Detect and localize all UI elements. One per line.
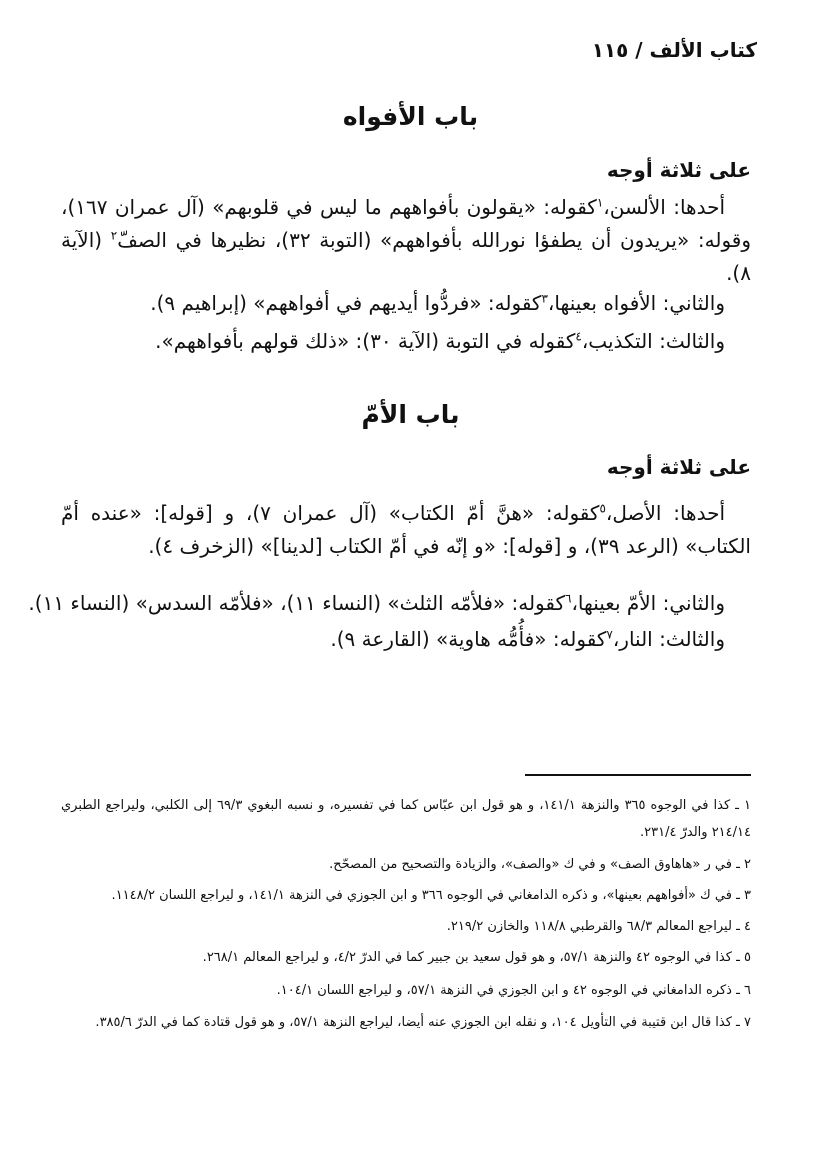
footnote: ٦ ـ ذكره الدامغاني في الوجوه ٤٢ و ابن الجوزي في النزهة ٥٧/١، و ليراجع اللسان ١٠٤/١. [276,983,751,998]
section-intro: على ثلاثة أوجه [606,158,751,182]
footnote-ref: ٧ [606,627,613,642]
footnote-separator [525,774,751,776]
footnote: ٤ ـ ليراجع المعالم ٦٨/٣ والقرطبي ١١٨/٨ والخازن ٢١٩/٢. [446,919,751,934]
running-head: كتاب الألف / ١١٥ [591,38,757,62]
footnote: ٢ ـ في ر «هاهاوق الصف» و في ك «والصف»، والزيادة والتصحيح من المصحّح. [329,857,751,872]
paragraph-item: أحدها: الأصل،$^٥$كقوله: «هنَّ أمّ الكتاب» (آل عمران ٧)، و [قوله]: «عنده أمّ الكتاب» (الرعد ٣٩)، و [قوله]: «و إنّه في أمّ الكتاب [لدينا]» (الزخرف ٤). [61,501,751,558]
paragraph-item: والثاني: الأفواه بعينها،$^٣$كقوله: «فردُّوا أيديهم في أفواههم» (إبراهيم ٩). [150,291,725,315]
paragraph-item: والثالث: التكذيب،$^٤$كقوله في التوبة (الآية ٣٠): «ذلك قولهم بأفواههم». [155,329,725,353]
paragraph-item: والثالث: النار،$^٧$كقوله: «فأُمُّه هاوية» (القارعة ٩). [330,627,725,651]
chapter-title: باب الأمّ [361,400,460,429]
footnote: ٣ ـ في ك «أفواههم بعينها»، و ذكره الدامغاني في الوجوه ٣٦٦ و ابن الجوزي في النزهة ١٤١/١، و ليراجع اللسان ١١٤٨/٢. [111,888,751,903]
footnote-ref: ٣ [541,291,548,306]
footnote-ref: ٥ [599,501,606,516]
footnote-ref: ٤ [575,329,582,344]
footnote: ٧ ـ كذا قال ابن قتيبة في التأويل ١٠٤، و نقله ابن الجوزي عنه أيضا، ليراجع النزهة ٥٧/١، و هو قول قتادة كما في الدرّ ٣٨٥/٦. [95,1015,751,1030]
paragraph-item: والثاني: الأمّ بعينها،$^٦$كقوله: «فلأمّه الثلث» (النساء ١١)، «فلأمّه السدس» (النساء ١١). [28,591,725,615]
footnote: ٥ ـ كذا في الوجوه ٤٢ والنزهة ٥٧/١، و هو قول سعيد بن جبير كما في الدرّ ٤/٢، و ليراجع المعالم ٢٦٨/١. [202,950,751,965]
footnote-ref: ٦ [565,591,572,606]
chapter-title: باب الأفواه [342,102,479,131]
footnote: ١ ـ كذا في الوجوه ٣٦٥ والنزهة ١٤١/١، و هو قول ابن عبّاس كما في تفسيره، و نسبه البغوي ٦٩/٣ إلى الكلبي، وليراجع الطبري ٢١٤/١٤ والدرّ ٢٣١/٤. [61,798,751,840]
footnote-ref: ١ [596,195,604,210]
paragraph-item: أحدها: الألسن،$^١$كقوله: «يقولون بأفواههم ما ليس في قلوبهم» (آل عمران ١٦٧)، وقوله: «يريدون أن يطفؤا نورالله بأفواههم» (التوبة ٣٢)، نظيرها في الصفّ$^٢$ (الآية ٨). [61,195,751,285]
section-intro: على ثلاثة أوجه [606,455,751,479]
footnote-ref: ٢ [110,228,118,243]
